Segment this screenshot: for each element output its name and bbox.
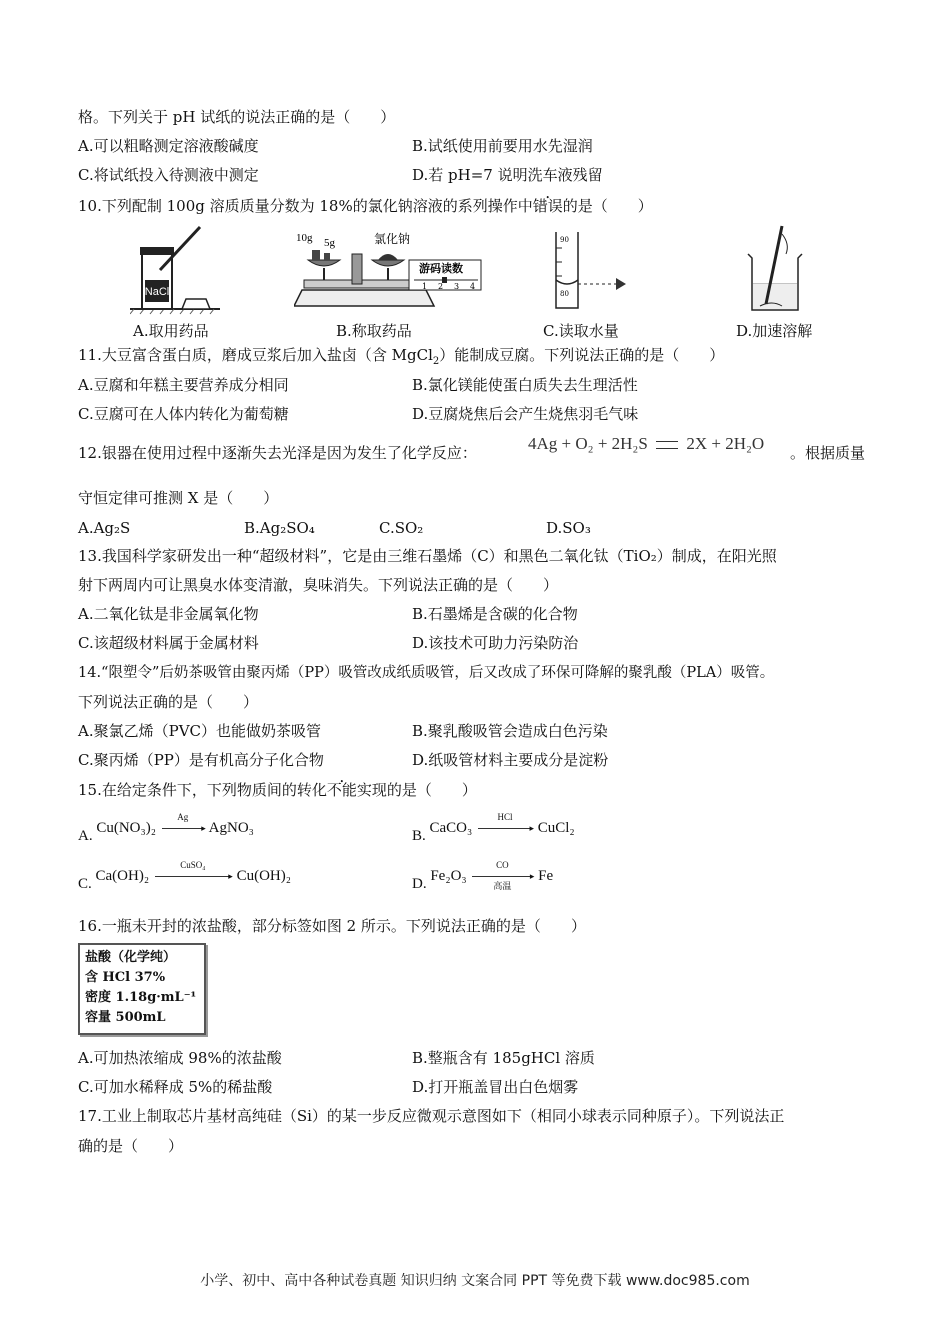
q13-stem-2: 射下两周内可让黑臭水体变清澈，臭味消失。下列说法正确的是（ ）	[78, 576, 559, 594]
q14-option-c: C.聚丙烯（PP）是有机高分子化合物	[78, 751, 324, 769]
rider-reading-label: 游码读数	[419, 262, 463, 275]
q12-stem: 12.银器在使用过程中逐渐失去光泽是因为发生了化学反应：	[78, 444, 477, 462]
label-title: 盐酸（化学纯）	[85, 950, 177, 965]
label-volume: 容量 500mL	[85, 1010, 166, 1025]
weight-5g: 5g	[324, 237, 335, 249]
salt-label: 氯化钠	[374, 232, 411, 246]
tick-2: 2	[438, 282, 444, 291]
q15-stem: 15.在给定条件下，下列物质间的转化不能实现的是（ ）	[78, 781, 477, 799]
q12-option-a: A.Ag₂S	[78, 519, 131, 537]
q11-option-a: A.豆腐和年糕主要营养成分相同	[78, 376, 289, 394]
q13-option-a: A.二氧化钛是非金属氧化物	[78, 605, 259, 623]
q17-stem-2: 确的是（ ）	[78, 1137, 184, 1155]
figure-balance	[294, 228, 484, 312]
q13-stem-1: 13.我国科学家研发出一种“超级材料”，它是由三维石墨烯（C）和黑色二氧化钛（TiO₂）制成，在阳光照	[78, 547, 777, 565]
q12-equation: 4Ag + O₂ + 2H₂S 2X + 2H₂O	[528, 434, 765, 453]
q10-stem: 10.下列配制 100g 溶质质量分数为 18%的氯化钠溶液的系列操作中错误的是（ ）	[78, 197, 653, 215]
q14-stem-2: 下列说法正确的是（ ）	[78, 693, 259, 711]
q15-option-b: B. CaCO₃ HCl ▸ CuCl₂	[412, 812, 575, 844]
q9-option-d: D.若 pH=7 说明洗车液残留	[412, 166, 603, 184]
q15-option-a: A. Cu(NO₃)₂ Ag ▸ AgNO₃	[78, 812, 254, 844]
q9-option-b: B.试纸使用前要用水先湿润	[412, 137, 593, 155]
label-hcl: 含 HCl 37%	[85, 970, 166, 985]
q12-stem-2: 守恒定律可推测 X 是（ ）	[78, 489, 279, 507]
tick-4: 4	[470, 282, 476, 291]
q10-option-b: B.称取药品	[336, 322, 412, 340]
label-density: 密度 1.18g·mL⁻¹	[85, 990, 197, 1005]
emphasis-mark: 错误	[532, 197, 563, 215]
q12-option-b: B.Ag₂SO₄	[244, 519, 315, 537]
q13-option-b: B.石墨烯是含碳的化合物	[412, 605, 578, 623]
cylinder-90: 90	[560, 236, 569, 244]
q16-option-a: A.可加热浓缩成 98%的浓盐酸	[78, 1049, 282, 1067]
q14-option-b: B.聚乳酸吸管会造成白色污染	[412, 722, 608, 740]
hcl-bottle-label	[78, 943, 206, 1035]
q13-option-c: C.该超级材料属于金属材料	[78, 634, 259, 652]
page-footer: 小学、初中、高中各种试卷真题 知识归纳 文案合同 PPT 等免费下载 www.doc985.com	[200, 1273, 750, 1289]
figure-beaker-stir	[742, 224, 812, 314]
tick-3: 3	[454, 282, 460, 291]
q12-stem-tail: 。根据质量	[790, 444, 866, 462]
figure-cylinder	[550, 228, 630, 312]
q16-option-c: C.可加水稀释成 5%的稀盐酸	[78, 1078, 273, 1096]
q15-option-d: D. Fe₂O₃ CO 高温 ▸ Fe	[412, 860, 554, 892]
cylinder-80: 80	[560, 290, 569, 298]
q16-option-b: B.整瓶含有 185gHCl 溶质	[412, 1049, 595, 1067]
tick-1: 1	[422, 282, 428, 291]
q9-option-c: C.将试纸投入待测液中测定	[78, 166, 259, 184]
q14-option-d: D.纸吸管材料主要成分是淀粉	[412, 751, 609, 769]
nacl-label: NaCl	[144, 286, 170, 298]
q12-option-d: D.SO₃	[546, 519, 591, 537]
q9-stem: 格。下列关于 pH 试纸的说法正确的是（ ）	[78, 108, 396, 126]
q13-option-d: D.该技术可助力污染防治	[412, 634, 579, 652]
q12-option-c: C.SO₂	[379, 519, 424, 537]
q14-stem-1: 14.“限塑令”后奶茶吸管由聚丙烯（PP）吸管改成纸质吸管，后又改成了环保可降解的聚乳酸（PLA）吸管。	[78, 665, 775, 681]
q11-option-d: D.豆腐烧焦后会产生烧焦羽毛气味	[412, 405, 639, 423]
q16-stem: 16.一瓶未开封的浓盐酸，部分标签如图 2 所示。下列说法正确的是（ ）	[78, 917, 586, 935]
q10-option-d: D.加速溶解	[736, 322, 813, 340]
q16-option-d: D.打开瓶盖冒出白色烟雾	[412, 1078, 579, 1096]
q9-option-a: A.可以粗略测定溶液酸碱度	[78, 137, 259, 155]
q10-option-c: C.读取水量	[543, 322, 619, 340]
q11-stem: 11.大豆富含蛋白质，磨成豆浆后加入盐卤（含 MgCl$_2$）能制成豆腐。下列说法正确的是（ ）	[78, 346, 725, 367]
weight-10g: 10g	[296, 232, 313, 244]
q17-stem-1: 17.工业上制取芯片基材高纯硅（Si）的某一步反应微观示意图如下（相同小球表示同种原子）。下列说法正	[78, 1107, 785, 1125]
q10-option-a: A.取用药品	[133, 322, 209, 340]
q11-option-c: C.豆腐可在人体内转化为葡萄糖	[78, 405, 289, 423]
figure-take-reagent	[130, 225, 220, 315]
emphasis-mark: 不能	[326, 781, 357, 799]
q14-option-a: A.聚氯乙烯（PVC）也能做奶茶吸管	[78, 722, 322, 740]
q15-option-c: C. Ca(OH)₂ CuSO₄ ▸ Cu(OH)₂	[78, 860, 291, 892]
q11-option-b: B.氯化镁能使蛋白质失去生理活性	[412, 376, 638, 394]
